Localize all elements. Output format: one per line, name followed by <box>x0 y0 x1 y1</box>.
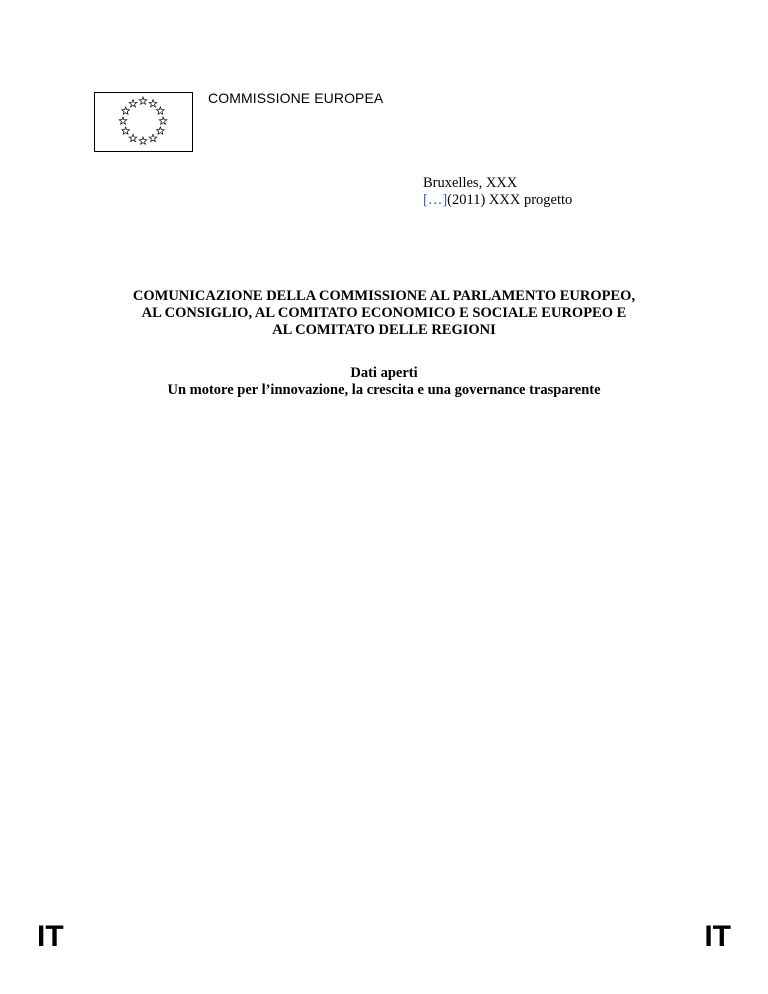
document-title <box>0 288 768 339</box>
star-icon <box>157 127 165 134</box>
language-code-right: IT <box>704 920 731 953</box>
reference-link[interactable]: […] <box>423 192 448 208</box>
star-icon <box>157 107 165 114</box>
subtitle-line: Dati aperti <box>350 365 418 381</box>
title-line: AL CONSIGLIO, AL COMITATO ECONOMICO E SOCIALE EUROPEO E <box>141 305 627 321</box>
title-line: AL COMITATO DELLE REGIONI <box>272 322 496 338</box>
language-code-left: IT <box>37 920 64 953</box>
eu-flag-stars-icon <box>95 93 192 151</box>
star-icon <box>159 117 167 124</box>
star-icon <box>149 134 157 141</box>
star-icon <box>129 100 137 107</box>
subtitle-line: Un motore per l’innovazione, la crescita e una governance trasparente <box>167 382 601 398</box>
document-reference <box>423 192 572 209</box>
star-icon <box>139 97 147 104</box>
eu-logo <box>94 92 193 152</box>
star-icon <box>139 137 147 144</box>
reference-text: (2011) XXX progetto <box>447 192 573 208</box>
star-icon <box>122 127 130 134</box>
star-icon <box>122 107 130 114</box>
place-date: Bruxelles, XXX <box>423 175 518 191</box>
star-icon <box>119 117 127 124</box>
document-subtitle <box>0 365 768 399</box>
star-icon <box>149 100 157 107</box>
star-icon <box>129 134 137 141</box>
institution-name: COMMISSIONE EUROPEA <box>208 90 384 106</box>
title-line: COMUNICAZIONE DELLA COMMISSIONE AL PARLAMENTO EUROPEO, <box>132 288 636 304</box>
